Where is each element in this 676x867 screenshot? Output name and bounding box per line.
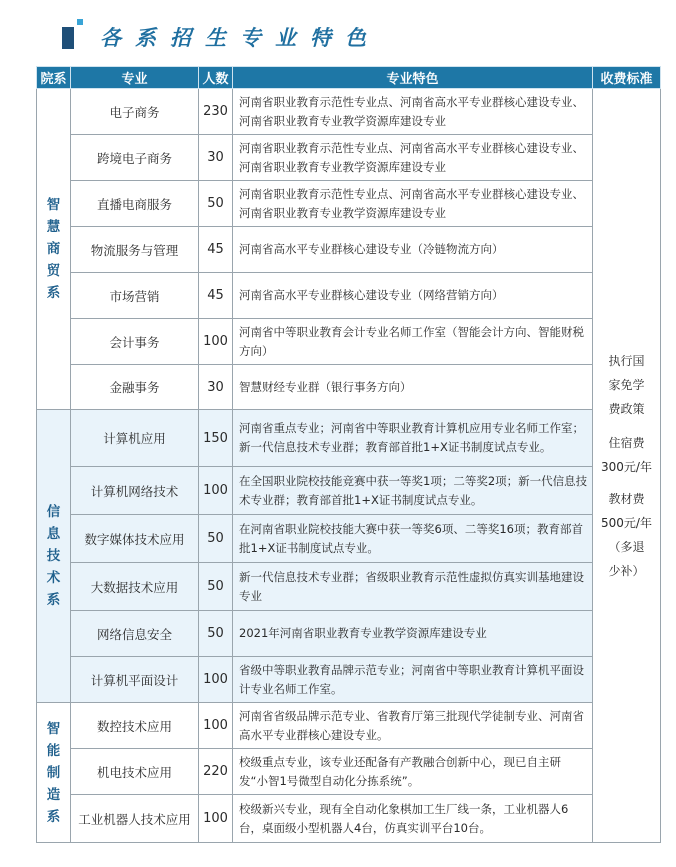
- major-cell: 工业机器人技术应用: [71, 795, 199, 843]
- major-cell: 跨境电子商务: [71, 135, 199, 181]
- feature-cell: 校级重点专业，该专业还配备有产教融合创新中心，现已自主研发“小智1号微型自动化分拣系统”。: [233, 749, 593, 795]
- count-cell: 50: [199, 563, 233, 611]
- major-cell: 机电技术应用: [71, 749, 199, 795]
- fee-line: 教材费: [608, 491, 645, 506]
- header-major: 专业: [71, 67, 199, 89]
- feature-cell: 省级中等职业教育品牌示范专业；河南省中等职业教育计算机平面设计专业名师工作室。: [233, 657, 593, 703]
- fee-line: 500元/年: [601, 515, 652, 530]
- major-cell: 计算机应用: [71, 410, 199, 467]
- table-header-row: [37, 67, 661, 89]
- count-cell: 230: [199, 89, 233, 135]
- major-cell: 计算机网络技术: [71, 467, 199, 515]
- table-row: [37, 319, 661, 365]
- count-cell: 100: [199, 703, 233, 749]
- count-cell: 30: [199, 135, 233, 181]
- fee-line: 300元/年: [601, 459, 652, 474]
- fee-line: 费政策: [608, 401, 645, 416]
- page-title: 各系招生专业特色: [100, 25, 380, 50]
- major-cell: 大数据技术应用: [71, 563, 199, 611]
- major-cell: 数控技术应用: [71, 703, 199, 749]
- feature-cell: 在全国职业院校技能竞赛中获一等奖1项；二等奖2项；新一代信息技术专业群；教育部首批1+X证书制度试点专业。: [233, 467, 593, 515]
- fee-line: 少补）: [608, 563, 645, 578]
- feature-cell: 河南省职业教育示范性专业点、河南省高水平专业群核心建设专业、河南省职业教育专业教学资源库建设专业: [233, 135, 593, 181]
- fee-line: 家免学: [608, 377, 645, 392]
- major-cell: 会计事务: [71, 319, 199, 365]
- major-cell: 数字媒体技术应用: [71, 515, 199, 563]
- feature-cell: 在河南省职业院校技能大赛中获一等奖6项、二等奖16项；教育部首批1+X证书制度试点专业。: [233, 515, 593, 563]
- table-row: [37, 515, 661, 563]
- major-cell: 直播电商服务: [71, 181, 199, 227]
- feature-cell: 河南省省级品牌示范专业、省教育厅第三批现代学徒制专业、河南省高水平专业群核心建设专业。: [233, 703, 593, 749]
- major-cell: 金融事务: [71, 365, 199, 410]
- feature-cell: 河南省中等职业教育会计专业名师工作室（智能会计方向、智能财税方向）: [233, 319, 593, 365]
- fee-line: （多退: [608, 539, 645, 554]
- dept-cell-manufacturing: 智能制造系: [37, 703, 71, 843]
- table-row: [37, 749, 661, 795]
- table-row: [37, 410, 661, 467]
- header-count: 人数: [199, 67, 233, 89]
- table-row: [37, 89, 661, 135]
- feature-cell: 校级新兴专业，现有全自动化象棋加工生厂线一条，工业机器人6台，桌面级小型机器人4台，仿真实训平台10台。: [233, 795, 593, 843]
- count-cell: 50: [199, 611, 233, 657]
- count-cell: 45: [199, 227, 233, 273]
- count-cell: 100: [199, 795, 233, 843]
- feature-cell: 新一代信息技术专业群；省级职业教育示范性虚拟仿真实训基地建设专业: [233, 563, 593, 611]
- count-cell: 50: [199, 515, 233, 563]
- major-cell: 市场营销: [71, 273, 199, 319]
- dept-cell-commerce: 智慧商贸系: [37, 89, 71, 410]
- dept-cell-it: 信息技术系: [37, 410, 71, 703]
- table-row: [37, 227, 661, 273]
- count-cell: 100: [199, 319, 233, 365]
- feature-cell: 河南省高水平专业群核心建设专业（冷链物流方向）: [233, 227, 593, 273]
- table-row: [37, 135, 661, 181]
- major-cell: 计算机平面设计: [71, 657, 199, 703]
- table-row: [37, 657, 661, 703]
- count-cell: 100: [199, 657, 233, 703]
- feature-cell: 河南省职业教育示范性专业点、河南省高水平专业群核心建设专业、河南省职业教育专业教学资源库建设专业: [233, 89, 593, 135]
- table-row: [37, 273, 661, 319]
- fee-line: 住宿费: [608, 435, 645, 450]
- count-cell: 30: [199, 365, 233, 410]
- feature-cell: 智慧财经专业群（银行事务方向）: [233, 365, 593, 410]
- fee-cell: [593, 89, 661, 843]
- major-table: [36, 66, 661, 843]
- header-feature: 专业特色: [233, 67, 593, 89]
- feature-cell: 河南省高水平专业群核心建设专业（网络营销方向）: [233, 273, 593, 319]
- table-row: [37, 795, 661, 843]
- header-dept: 院系: [37, 67, 71, 89]
- table-row: [37, 365, 661, 410]
- header-fee: 收费标准: [593, 67, 661, 89]
- major-table-container: [36, 66, 660, 852]
- count-cell: 100: [199, 467, 233, 515]
- table-row: [37, 467, 661, 515]
- feature-cell: 河南省职业教育示范性专业点、河南省高水平专业群核心建设专业、河南省职业教育专业教学资源库建设专业: [233, 181, 593, 227]
- table-row: [37, 611, 661, 657]
- table-row: [37, 563, 661, 611]
- table-row: [37, 181, 661, 227]
- page-header: [0, 0, 676, 64]
- count-cell: 45: [199, 273, 233, 319]
- count-cell: 220: [199, 749, 233, 795]
- table-row: [37, 703, 661, 749]
- feature-cell: 河南省重点专业；河南省中等职业教育计算机应用专业名师工作室；新一代信息技术专业群；教育部首批1+X证书制度试点专业。: [233, 410, 593, 467]
- major-cell: 网络信息安全: [71, 611, 199, 657]
- feature-cell: 2021年河南省职业教育专业教学资源库建设专业: [233, 611, 593, 657]
- fee-line: 执行国: [608, 353, 645, 368]
- major-cell: 物流服务与管理: [71, 227, 199, 273]
- count-cell: 150: [199, 410, 233, 467]
- count-cell: 50: [199, 181, 233, 227]
- title-marker-icon: [62, 19, 84, 49]
- major-cell: 电子商务: [71, 89, 199, 135]
